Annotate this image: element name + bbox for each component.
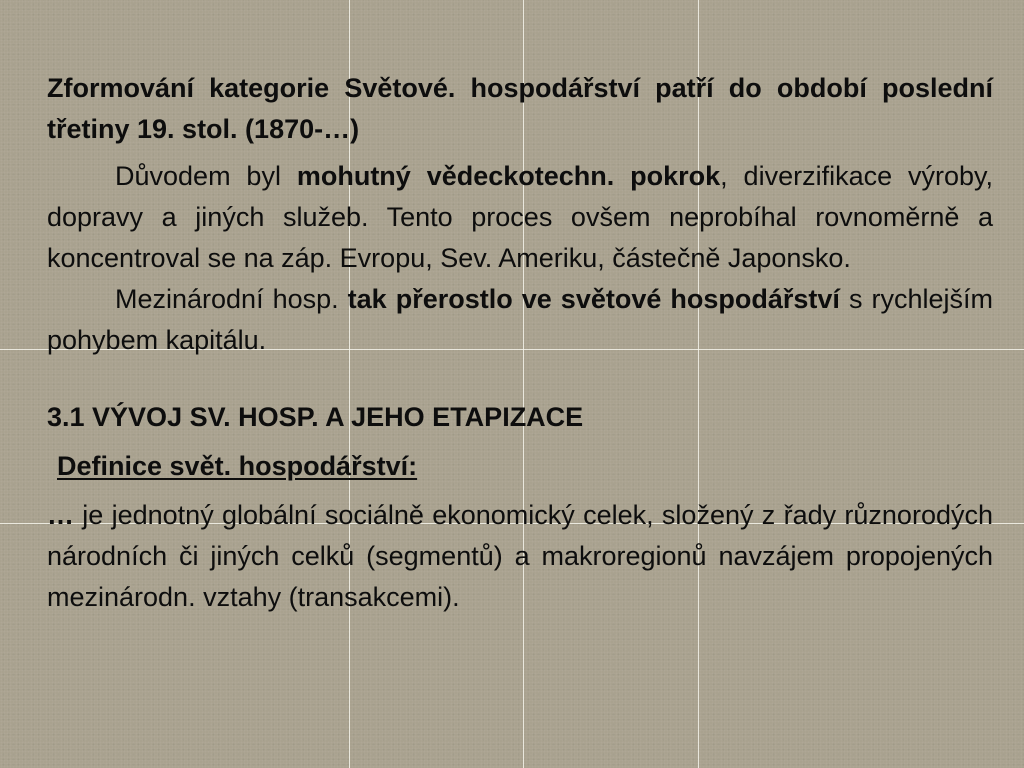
reason-paragraph (47, 156, 993, 279)
international-paragraph (47, 279, 993, 361)
international-text-end: s rychlejším pohybem kapitálu. (47, 284, 993, 355)
definition-heading-text: Definice svět. hospodářství: (57, 451, 418, 481)
reason-text-end: , diverzifikace výroby, dopravy a jiných služeb. Tento proces ovšem neprobíhal rovnoměrně a koncentroval se na záp. Evropu, Sev. Ameriku, částečně Japonsko. (47, 161, 993, 273)
section-heading: 3.1 VÝVOJ SV. HOSP. A JEHO ETAPIZACE (47, 402, 584, 432)
reason-text-start: Důvodem byl (115, 161, 297, 191)
definition-ellipsis: … (47, 500, 74, 530)
definition-text: je jednotný globální sociálně ekonomický celek, složený z řady různorodých národních či jiných celků (segmentů) a makroregionů navzájem propojených mezinárodn. vztahy (transakcemi). (47, 500, 993, 612)
definition-heading (47, 446, 993, 487)
reason-bold-text: mohutný vědeckotechn. pokrok (296, 161, 721, 191)
slide-content (47, 68, 993, 618)
international-text-start: Mezinárodní hosp. (115, 284, 348, 314)
intro-bold-text: Zformování kategorie Světové. hospodářství patří do období poslední třetiny 19. stol. (1870-…) (47, 73, 993, 144)
intro-paragraph (47, 68, 993, 150)
definition-paragraph (47, 495, 993, 618)
international-bold-text: tak přerostlo ve světové hospodářství (347, 284, 840, 314)
